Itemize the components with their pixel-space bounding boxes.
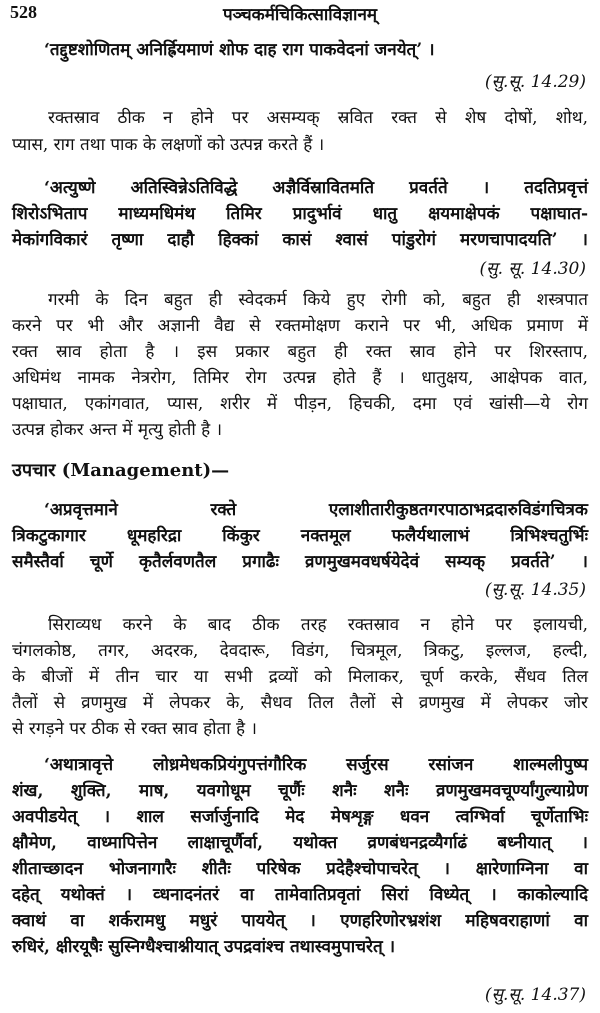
- paragraph-line: अधिमंथ नामक नेत्ररोग, तिमिर रोग उत्पन्न होते हैं । धातुक्षय, आक्षेपक वात,: [12, 368, 588, 388]
- verse-line: मेकांगविकारं तृष्णा दाहौ हिक्कां कासं श्वासं पांडुरोगं मरणचापादयति’ ।: [12, 230, 588, 250]
- running-title: पञ्चकर्मचिकित्साविज्ञानम्: [222, 5, 378, 25]
- paragraph-line: करने पर भी और अज्ञानी वैद्य से रक्तमोक्षण कराने पर भी, अधिक प्रमाण में: [12, 316, 588, 336]
- paragraph-line: पक्षाघात, एकांगवात, प्यास, शरीर में पीड़न, हिचकी, दमा एवं खांसी—ये रोग: [12, 394, 588, 414]
- verse-line: ‘अथात्रावृत्ते लोध्रमेधकप्रियंगुपत्तंगौरिक सर्जुरस रसांजन शाल्मलीपुष्प: [44, 755, 588, 775]
- verse-line: अवपीडयेत् । शाल सर्जार्जुनादि मेद मेषशृङ्ग धवन त्वग्भिर्वा चूर्णेताभिः: [12, 807, 588, 827]
- paragraph-line: चंगलकोष्ठ, तगर, अदरक, देवदारू, विडंग, चित्रमूल, त्रिकटु, इल्लज, हल्दी,: [12, 641, 588, 661]
- paragraph-line: तैलों से व्रणमुख में लेपकर के, सैधव तिल तैलों से व्रणमुख में लेपकर जोर: [12, 693, 588, 713]
- verse-line: दहेत् यथोक्तं । व्धनादनंतरं वा तामेवातिप्रवृतां सिरां विध्येत् । काकोल्यादि: [12, 885, 588, 905]
- paragraph-line: के बीजों में तीन चार या सभी द्रव्यों को मिलाकर, चूर्ण करके, सैंधव तिल: [12, 667, 588, 687]
- paragraph-line: रक्तस्राव ठीक न होने पर असम्यक् स्रवित रक्त से शेष दोषों, शोथ,: [48, 108, 588, 128]
- verse-reference: (सु.सू. 14.37): [484, 985, 586, 1005]
- paragraph-line: से रगड़ने पर ठीक से रक्त स्राव होता है ।: [12, 719, 257, 739]
- verse-line: ‘अप्रवृत्तमाने रक्ते एलाशीतारीकुष्ठतगरपाठाभद्रदारुविडंगचित्रक: [44, 500, 588, 520]
- verse-line: रुधिरं, क्षीरयूषैः सुस्निग्धैश्चाश्नीयात् उपद्रवांश्च तथास्वमुपाचरेत् ।: [12, 937, 396, 957]
- paragraph-line: गरमी के दिन बहुत ही स्वेदकर्म किये हुए रोगी को, बहुत ही शस्त्रपात: [48, 290, 588, 310]
- verse-reference: (सु.सू. 14.35): [484, 580, 586, 600]
- verse-reference: (सु. सू. 14.30): [479, 259, 586, 279]
- page-number: 528: [10, 2, 37, 22]
- paragraph-line: उत्पन्न होकर अन्त में मृत्यु होती है ।: [12, 420, 223, 440]
- verse-line: क्षौमेण, वाध्मापित्तेन लाक्षाचूर्णैर्वा, यथोक्त व्रणबंधनद्रव्यैर्गाढं बध्नीयात् ।: [12, 833, 588, 853]
- section-heading: उपचार (Management)—: [12, 460, 230, 481]
- paragraph-line: प्यास, राग तथा पाक के लक्षणों को उत्पन्न करते हैं ।: [12, 135, 325, 155]
- verse-line: ‘तद्दुष्टशोणितम् अनिर्ह्रियमाणं शोफ दाह राग पाकवेदनां जनयेत्’ ।: [44, 40, 435, 60]
- verse-line: शंख, शुक्ति, माष, यवगोधूम चूर्णैः शनैः शनैः व्रणमुखमवचूर्ण्यांगुल्याग्रेण: [12, 781, 588, 801]
- paragraph-line: रक्त स्राव होता है । इस प्रकार बहुत ही रक्त स्राव होने पर शिरस्ताप,: [12, 342, 588, 362]
- verse-line: शीताच्छादन भोजनागारैः शीतैः परिषेक प्रदेहैश्चोपाचरेत् । क्षारेणाग्निना वा: [12, 859, 588, 879]
- verse-line: क्वाथं वा शर्करामधु मधुरं पाययेत् । एणहरिणोरभ्रशंश महिषवराहाणां वा: [12, 911, 588, 931]
- verse-reference: (सु.सू. 14.29): [484, 72, 586, 92]
- verse-line: ‘अत्युष्णे अतिस्विन्नेऽतिविद्धे अज्ञैर्विस्रावितमति प्रवर्तते । तदतिप्रवृत्तं: [44, 178, 588, 198]
- paragraph-line: सिराव्यध करने के बाद ठीक तरह रक्तस्राव न होने पर इलायची,: [48, 615, 588, 635]
- verse-line: त्रिकटुकागार धूमहरिद्रा किंकुर नक्तमूल फलैर्यथालाभं त्रिभिश्चतुर्भिः: [12, 526, 588, 546]
- verse-line: शिरोऽभिताप माध्यमधिमंथ तिमिर प्रादुर्भावं धातु क्षयमाक्षेपकं पक्षाघात-: [12, 204, 588, 224]
- verse-line: समैस्तैर्वा चूर्णे कृतैर्लवणतैल प्रगाढैः व्रणमुखमवधर्षयेदेवं सम्यक् प्रवर्तते’ ।: [12, 552, 588, 572]
